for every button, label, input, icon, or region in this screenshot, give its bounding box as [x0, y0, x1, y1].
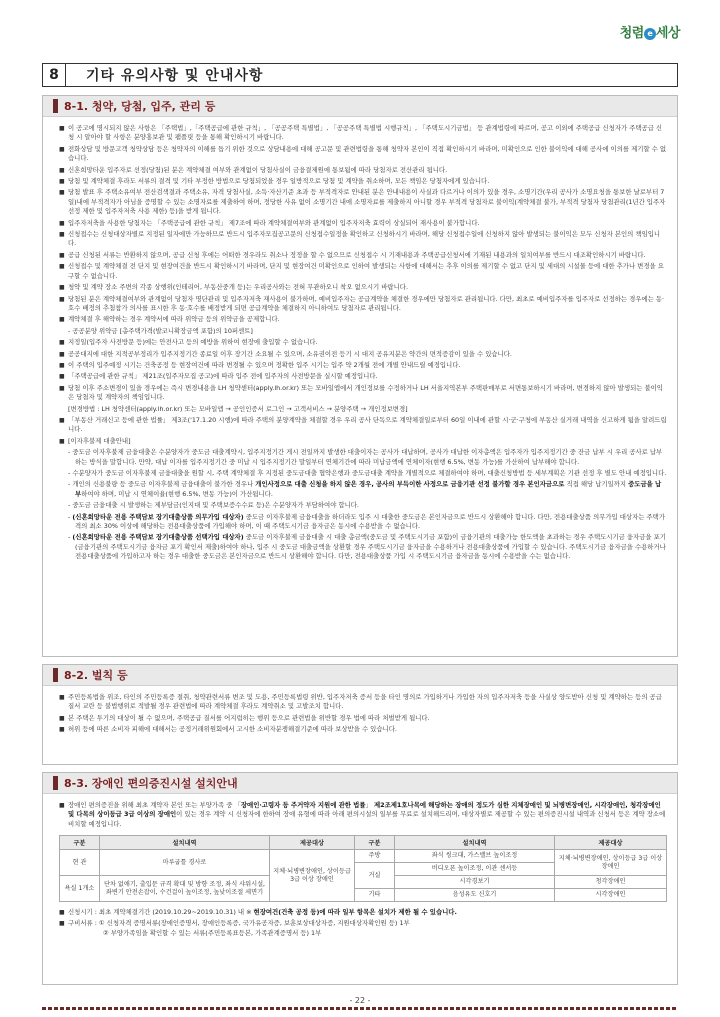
sec1-paragraph: ■ [이자후불제 대출안내] — [59, 437, 667, 446]
required-docs-note: ■ 구비서류 : ① 신청자격 증명서류(장애인증명서, 장애인등록증, 국가유공자증, 보훈보상대상자증, 지원대상자확인원 등) 1부 — [59, 919, 667, 928]
section-title: 8-1. 청약, 당첨, 입주, 관리 등 — [64, 100, 216, 113]
sec1-paragraph: ■ 이 주택의 입주예정 시기는 건축공정 등 현장여건에 따라 변경될 수 있으며 정확한 입주 시기는 입주 약 2개월 전에 개별 안내드릴 예정입니다. — [59, 361, 667, 370]
logo-mark-icon: e — [644, 28, 656, 40]
sec1-paragraph: ■ 당첨 이후 주소변경이 있을 경우에는 즉시 변경내용을 LH 청약센터(apply.lh.or.kr) 또는 모바일앱에서 개인정보를 수정하거나 LH 서울지역본부 주택판매부로 서면통보하시기 바라며, 변경하지 않아 발생되는 불이익은 당첨자 및 계약자의 책임입니다. — [59, 384, 667, 403]
sec1-paragraph: - (신혼희망타운 전용 주택담보 장기대출상품 의무가입 대상자) 중도금 이자후불제 금융대출을 하더라도 입주 시 대출한 중도금은 본인자금으로 반드시 상환해야 합니다. 다만, 전용대출상품 의무가입 대상자는 주택가격의 최소 30% 이상에 해당하는 전용대출상품에 가입해야 하며, 이 때 주택도시기금 융자금은 동시에 수용받을 수 없습니다. — [68, 512, 665, 531]
section-content — [43, 686, 677, 741]
table-cell: 마루굽틀 경사로 — [100, 850, 270, 876]
table-cell: 청각장애인 — [555, 876, 667, 889]
table-cell: 단차 없애기, 출입문 규격 확대 및 방향 조정, 좌식 샤워시설, 좌변기 안전손잡이, 수건걸이 높이조정, 높낮이조절 세면기 — [100, 876, 270, 902]
section-bar-icon — [53, 99, 58, 113]
sec1-paragraph: - 중도금 금융대출 시 발생하는 제부담금(인지대 및 주택보증수수료 등)은 수분양자가 부담하여야 합니다. — [68, 501, 359, 510]
section-8-3 — [42, 772, 678, 985]
sec2-paragraph: ■ 본 주택은 투기의 대상이 될 수 없으며, 주택공급 질서를 어지럽히는 행위 등으로 관련법을 위반할 경우 법에 따라 처벌받게 됩니다. — [59, 714, 667, 723]
table-cell: 주방 — [355, 850, 395, 863]
sec1-paragraph: ■ 이 공고에 명시되지 않은 사항은 「주택법」,「주택공급에 관한 규칙」, 「공공주택 특별법」, 「공공주택 특별법 시행규칙」, 「주택도시기금법」 등 관계법령에 따르며, 공고 이외에 주택공급 신청자가 주택공급 신청 시 알아야 할 사항은 분양홍보관 및 팸플릿 등을 통해 확인하시기 바랍니다. — [59, 124, 667, 143]
section-header — [43, 773, 677, 794]
sec1-paragraph: ■ 지정일(입주자 사전방문 등)에는 안전사고 등의 예방을 위하여 현장에 출입할 수 없습니다. — [59, 338, 667, 347]
sec1-paragraph: ■ 신청접수는 신청대상자별로 지정된 일자에만 가능하므로 반드시 입주자모집공고문의 신청접수일정을 확인하고 신청하시기 바라며, 해당 신청접수일에 신청하지 않아 발생되는 불이익은 모두 신청자 본인의 책임입니다. — [59, 230, 667, 249]
chapter-header — [42, 63, 678, 87]
table-header-row — [60, 836, 667, 850]
table-cell: 좌식 씽크대, 가스밸브 높이조정 — [395, 850, 555, 863]
header-cell: 제공대상 — [270, 836, 355, 850]
table-cell: 욕실 1개소 — [60, 876, 100, 902]
sec1-paragraph: - 수분양자가 중도금 이자후불제 금융대출을 원할 시, 주택 계약체결 후 지정된 중도금대출 협약은행과 중도금대출 계약을 개별적으로 체결하여야 하며, 대출신청방법 등 세부계획은 기관 선정 후 별도 안내 예정입니다. — [68, 469, 667, 477]
sec1-paragraph: ■ 공급 신청된 서류는 반환하지 않으며, 공급 신청 후에는 어떠한 경우라도 취소나 정정을 할 수 없으므로 신청접수 시 기재내용과 주택공급신청서에 기재된 내용과의 일치여부를 반드시 대조확인하시기 바랍니다. — [59, 251, 667, 260]
facility-notes — [59, 908, 667, 938]
section-8-1 — [42, 95, 678, 657]
sec1-paragraph: - 중도금 이자후불제 금융대출은 수분양자가 중도금 대출계약시, 입주지정기간 게시 전일까지 발생한 대출이자는 공사가 대납하며, 공사가 대납한 이자총액은 입주자가 입주지정기간 중 잔금 납부 시 우리 공사로 납부하는 방식을 말합니다. 만약, 대납 이자를 입주지정기간 중 미납 시 입주지정기간 말일부터 연체기간에 따라 미납금액에 연체이자(현행 6.5%, 변동 가능)를 가산하여 납부해야 합니다. — [68, 448, 663, 466]
sec1-paragraph: [변경방법 : LH 청약센터(apply.lh.or.kr) 또는 모바일앱 → 공인인증서 로그인 → 고객서비스 → 분양주택 → 개인정보변경] — [68, 404, 408, 413]
sec1-paragraph: ■ 당첨된 분은 계약체결여부와 관계없이 당첨자 명단관리 및 입주자저축 재사용이 불가하며, 예비입주자는 공급계약을 체결한 경우에만 당첨자로 관리됩니다. 다만, 최초로 예비입주자를 입주자로 선정하는 경우에는 동·호수 배정의 추첨참가 의사를 표시한 후 동·호수를 배정받게 되면 공급계약을 체결하지 아니하여도 당첨자로 관리됩니다. — [59, 295, 667, 314]
section-title: 8-2. 벌칙 등 — [64, 669, 128, 682]
sec1-paragraph: ■ 당첨 발표 후 주택소유여부 전산검색결과 주택소유, 자격 당첨사실, 소득·자산기준 초과 등 부적격자로 안내된 분은 안내내용이 사실과 다르거나 이의가 있을 경우, 소명기간(우리 공사가 소명요청을 통보한 날로부터 7일)내에 부적격자가 아님을 증명할 수 있는 소명자료를 제출하여 하며, 정당한 사유 없이 소명기간 내에 소명자료를 제출하지 아니할 경우 부적격 당첨자로 불이익(계약체결 불가, 부적격 당첨자 당첨관리(1년간 입주자선정 제한 및 입주자저축 사용 제한) 등)을 받게 됩니다. — [59, 188, 667, 216]
table-cell: 지체·뇌병변장애인, 상이등급 3급 이상 장애인 — [270, 850, 355, 902]
section-title: 8-3. 장애인 편의증진시설 설치안내 — [64, 777, 238, 790]
header-cell: 설치내역 — [395, 836, 555, 850]
sec1-paragraph: ■ 신혼희망타운 입주자로 선정(당첨)된 분은 계약체결 여부와 관계없이 당첨사실이 금융결제원에 통보됨에 따라 당첨자로 전산관리 됩니다. — [59, 166, 667, 175]
chapter-title: 기타 유의사항 및 안내사항 — [66, 63, 678, 87]
header-cell: 구분 — [60, 836, 100, 850]
table-cell: 시각장애인 — [555, 889, 667, 902]
section-bar-icon — [53, 776, 58, 790]
section-header — [43, 96, 677, 117]
required-docs-note-2: ② 부양가족임을 확인할 수 있는 서류(주민등록표등본, 가족관계증명서 등) 1부 — [103, 929, 322, 938]
sec1-paragraph: ■ 공공대지에 대한 지적공부정리가 입주지정기간 종료일 이후 장기간 소요될 수 있으며, 소유권이전 등기 시 대지 공유지분은 약간의 면적증감이 있을 수 있습니다. — [59, 350, 667, 359]
table-cell: 시각경보기 — [395, 876, 555, 889]
table-cell: 기타 — [355, 889, 395, 902]
chapter-number: 8 — [42, 63, 66, 87]
sec1-paragraph: ■ 「주택공급에 관한 규칙」 제21조(입주자모집 공고)에 따라 입주 전에 입주자의 사전방문을 실시할 예정입니다. — [59, 372, 667, 381]
table-cell: 지체·뇌병변장애인, 상이등급 3급 이상 장애인 — [555, 850, 667, 876]
sec2-paragraph: ■ 허위 등에 따른 소비자 피해에 대해서는 공정거래위원회에서 고시한 소비자분쟁해결기준에 따라 보상받을 수 있습니다. — [59, 725, 667, 734]
sec1-paragraph: - 개인의 신용불량 등 중도금 이자후불제 금융대출이 불가한 경우나 개인사정으로 대출 신청을 하지 않은 경우, 공사의 부득이한 사정으로 금융기관 선정 불가할 경우 본인자금으로 직접 해당 납기일까지 중도금을 납부하여야 하며, 미납 시 연체이율(현행 6.5%, 변동 가능)이 가산됩니다. — [68, 480, 662, 498]
section-8-2 — [42, 664, 678, 765]
table-row — [60, 850, 667, 863]
sec2-paragraph: ■ 주민등록법을 위조, 타인의 주민등록증 절취, 청약관련서류 변조 및 도용, 주민등록법령 위반, 입주자저축 증서 등을 타인 명의로 가입하거나 가입한 자의 입주자저축 등을 사실상 양도받아 신청 및 계약하는 등의 공급질서 교란 등 불법행위로 적발될 경우 관련법에 따라 계약체결 후라도 계약취소 및 고발조치 합니다. — [59, 693, 667, 712]
header-cell: 설치내역 — [100, 836, 270, 850]
sec1-paragraph: ■ 계약체결 후 해약하는 경우 계약서에 따라 위약금 등의 위약금을 공제합니다. — [59, 315, 667, 324]
brand-logo: 청렴 e 세상 — [619, 26, 680, 41]
facility-intro: ■ 장애인 편의증진을 위해 최초 계약자 본인 또는 부양가족 중 「장애인·고령자 등 주거약자 지원에 관한 법률」 제2조제1호나목에 해당하는 장애의 정도가 심한 지체장애인 및 뇌병변장애인, 시각장애인, 청각장애인 및 다목의 상이등급 3급 이상의 장애인이 있는 경우 계약 시 신청자에 한하여 장애 유형에 따라 아래 편의시설의 일부를 무료로 설치해드리며, 대상자별로 제공할 수 있는 편의증진시설 내역과 신청서 등은 계약 장소에 비치할 예정입니다. — [59, 801, 667, 829]
sec1-paragraph: ■ 「부동산 거래신고 등에 관한 법률」 제3조('17.1.20 시행)에 따라 주택의 분양계약을 체결할 경우 우리 공사 단독으로 계약체결일로부터 60일 이내에 관할 시·군·구청에 부동산 실거래 내역을 신고하게 됨을 알려드립니다. — [59, 416, 667, 435]
section-content — [43, 117, 677, 568]
sec1-paragraph: ■ 청약 및 계약 장소 주변의 각종 상행위(인테리어, 부동산중개 등)는 우리공사와는 전혀 무관하오니 착오 없으시기 바랍니다. — [59, 283, 667, 292]
page-number: - 22 - — [349, 996, 371, 1005]
section-header — [43, 665, 677, 686]
section-bar-icon — [53, 668, 58, 682]
table-cell: 거실 — [355, 863, 395, 889]
section-content — [43, 794, 677, 943]
sec1-paragraph: ■ 당첨 및 계약체결 후라도 서류의 결격 및 기타 부정한 방법으로 당첨되었을 경우 일방적으로 당첨 및 계약을 취소하며, 모든 책임은 당첨자에게 있습니다. — [59, 177, 667, 186]
sec1-paragraph: - 공공분양 위약금 [총주택가격(발코니확장금액 포함)의 10퍼센트] — [68, 326, 253, 335]
sec1-paragraph: ■ 입주자저축을 사용한 당첨자는 「주택공급에 관한 규칙」 제7조에 따라 계약체결여부와 관계없이 입주자저축 효력이 상실되어 재사용이 불가합니다. — [59, 219, 667, 228]
sec1-paragraph: - (신혼희망타운 전용 주택담보 장기대출상품 선택가입 대상자) 중도금 이자후불제 금융대출 시 대출 총금액(중도금 및 주택도시기금 포함)이 금융기관의 대출가능 한도액을 초과하는 경우 주택도시기금 융자금을 포기(금융기관의 주택도시기금 융자금 포기 확인서 제출)하여야 하나, 입주 시 중도금 대출금액을 상환할 경우 주택도시기금 융자금을 수용하거나 전용대출상품에 가입할 수 있습니다. 주택도시기금 융자금을 수용하거나 전용대출상품에 가입하고자 하는 경우 대출한 중도금은 본인자금으로 반드시 상환해야 합니다. 다만, 전용대출상품 가입 시 주택도시기금 융자금을 동시에 수용받을 수는 없습니다. — [68, 533, 666, 561]
header-cell: 구분 — [355, 836, 395, 850]
sec1-paragraph: ■ 신청접수 및 계약체결 전 단지 및 현장여건을 반드시 확인하시기 바라며, 단지 및 현장여건 미확인으로 인하여 발생되는 사항에 대해서는 추후 이의를 제기할 수 없고 단지 및 세대의 시설물 등에 대한 추가나 변경을 요구할 수 없습니다. — [59, 262, 667, 281]
table-cell: 현 관 — [60, 850, 100, 876]
table-cell: 음성유도 신호기 — [395, 889, 555, 902]
header-cell: 제공대상 — [555, 836, 667, 850]
facility-table — [59, 835, 667, 902]
table-cell: 비디오폰 높이조정, 이관 센서등 — [395, 863, 555, 876]
footer-rule — [42, 1007, 678, 1010]
application-period-note: ■ 신청시기 : 최초 계약체결기간 (2019.10.29~2019.10.31) 내 ※ 현장여건(건축 공정 등)에 따라 일부 항목은 설치가 제한 될 수 있습니다. — [59, 908, 667, 917]
sec1-paragraph: ■ 전화상담 및 방문고객 청약상담 등은 청약자의 이해를 돕기 위한 것으로 상담내용에 대해 공고문 및 관련법령을 통해 청약자 본인이 직접 확인하시기 바라며, 미확인으로 인한 불이익에 대해 공사에 이의를 제기할 수 없습니다. — [59, 145, 667, 164]
